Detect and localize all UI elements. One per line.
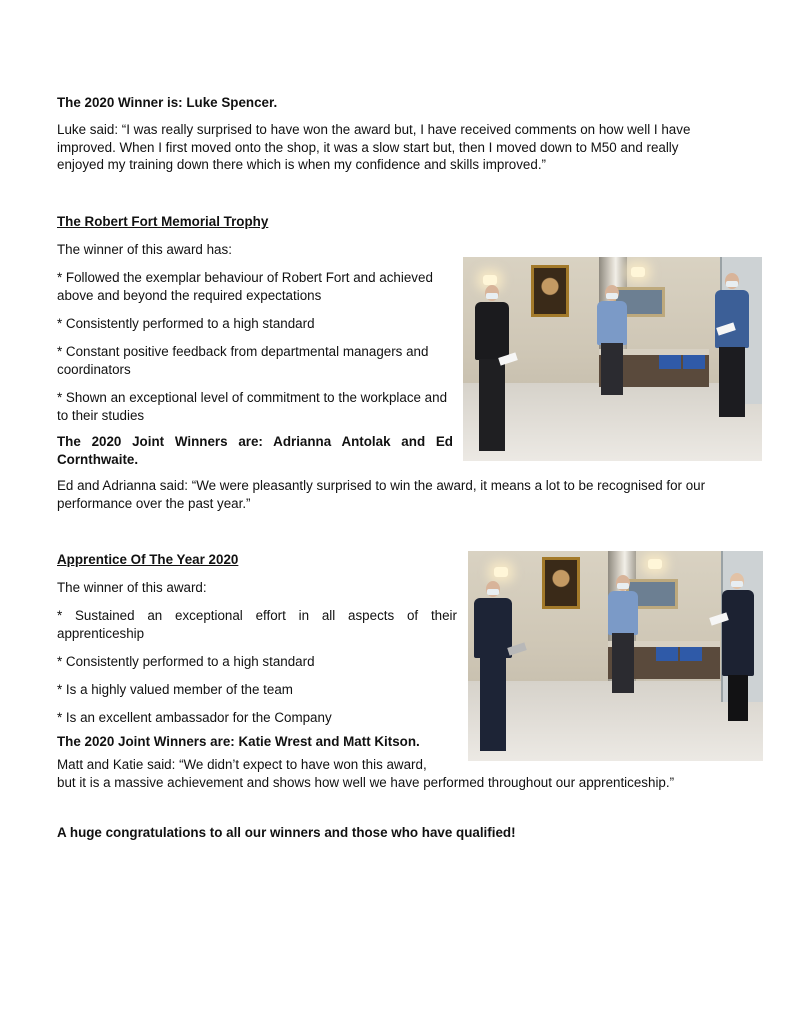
trophy-criterion-1: * Followed the exemplar behaviour of Robert Fort and achieved above and beyond the required expectations — [57, 270, 433, 303]
trophy-intro: The winner of this award has: — [57, 242, 232, 257]
apprentice-heading: Apprentice Of The Year 2020 — [57, 552, 239, 567]
photo-floor — [468, 681, 763, 761]
photo-blue-sign — [683, 355, 705, 369]
trophy-heading: The Robert Fort Memorial Trophy — [57, 214, 269, 229]
trophy-quote: Ed and Adrianna said: “We were pleasantly surprised to win the award, it means a lot to be recognised for our performance over the past year.” — [57, 478, 706, 511]
trophy-criterion-3: * Constant positive feedback from departmental managers and coordinators — [57, 344, 429, 377]
trophy-winners-photo — [463, 257, 762, 461]
apprentice-winners-photo — [468, 551, 763, 761]
photo-blue-sign — [680, 647, 702, 661]
photo-blue-sign — [659, 355, 681, 369]
photo-portrait-painting — [531, 265, 569, 317]
photo-wall-lamp — [483, 275, 497, 285]
apprentice-quote-line-2: but it is a massive achievement and shows how well we have performed throughout our apprenticeship.” — [57, 775, 675, 790]
photo-wall-lamp — [494, 567, 508, 577]
photo-blue-sign — [656, 647, 678, 661]
apprentice-winners: The 2020 Joint Winners are: Katie Wrest and Matt Kitson. — [57, 734, 420, 749]
winner-2020-heading: The 2020 Winner is: Luke Spencer. — [57, 95, 278, 110]
photo-wall-lamp — [648, 559, 662, 569]
closing-congratulations: A huge congratulations to all our winners and those who have qualified! — [57, 825, 516, 840]
trophy-criterion-2: * Consistently performed to a high standard — [57, 316, 315, 331]
photo-portrait-painting — [542, 557, 580, 609]
apprentice-criterion-4: * Is an excellent ambassador for the Company — [57, 710, 332, 725]
photo-wall-lamp — [631, 267, 645, 277]
apprentice-criterion-2: * Consistently performed to a high standard — [57, 654, 315, 669]
photo-floor — [463, 383, 762, 461]
luke-quote: Luke said: “I was really surprised to have won the award but, I have received comments on how well I have improved. When I first moved onto the shop, it was a slow start but, then I moved down to M50 and really enjoyed my training down there which is when my confidence and skills improved.” — [57, 122, 691, 172]
apprentice-quote-line-1: Matt and Katie said: “We didn’t expect to have won this award, — [57, 757, 427, 772]
apprentice-criterion-3: * Is a highly valued member of the team — [57, 682, 293, 697]
apprentice-criterion-1: * Sustained an exceptional effort in all aspects of their apprenticeship — [57, 608, 457, 641]
apprentice-intro: The winner of this award: — [57, 580, 207, 595]
trophy-criterion-4: * Shown an exceptional level of commitment to the workplace and to their studies — [57, 390, 448, 423]
trophy-winners: The 2020 Joint Winners are: Adrianna Antolak and Ed Cornthwaite. — [57, 434, 453, 467]
